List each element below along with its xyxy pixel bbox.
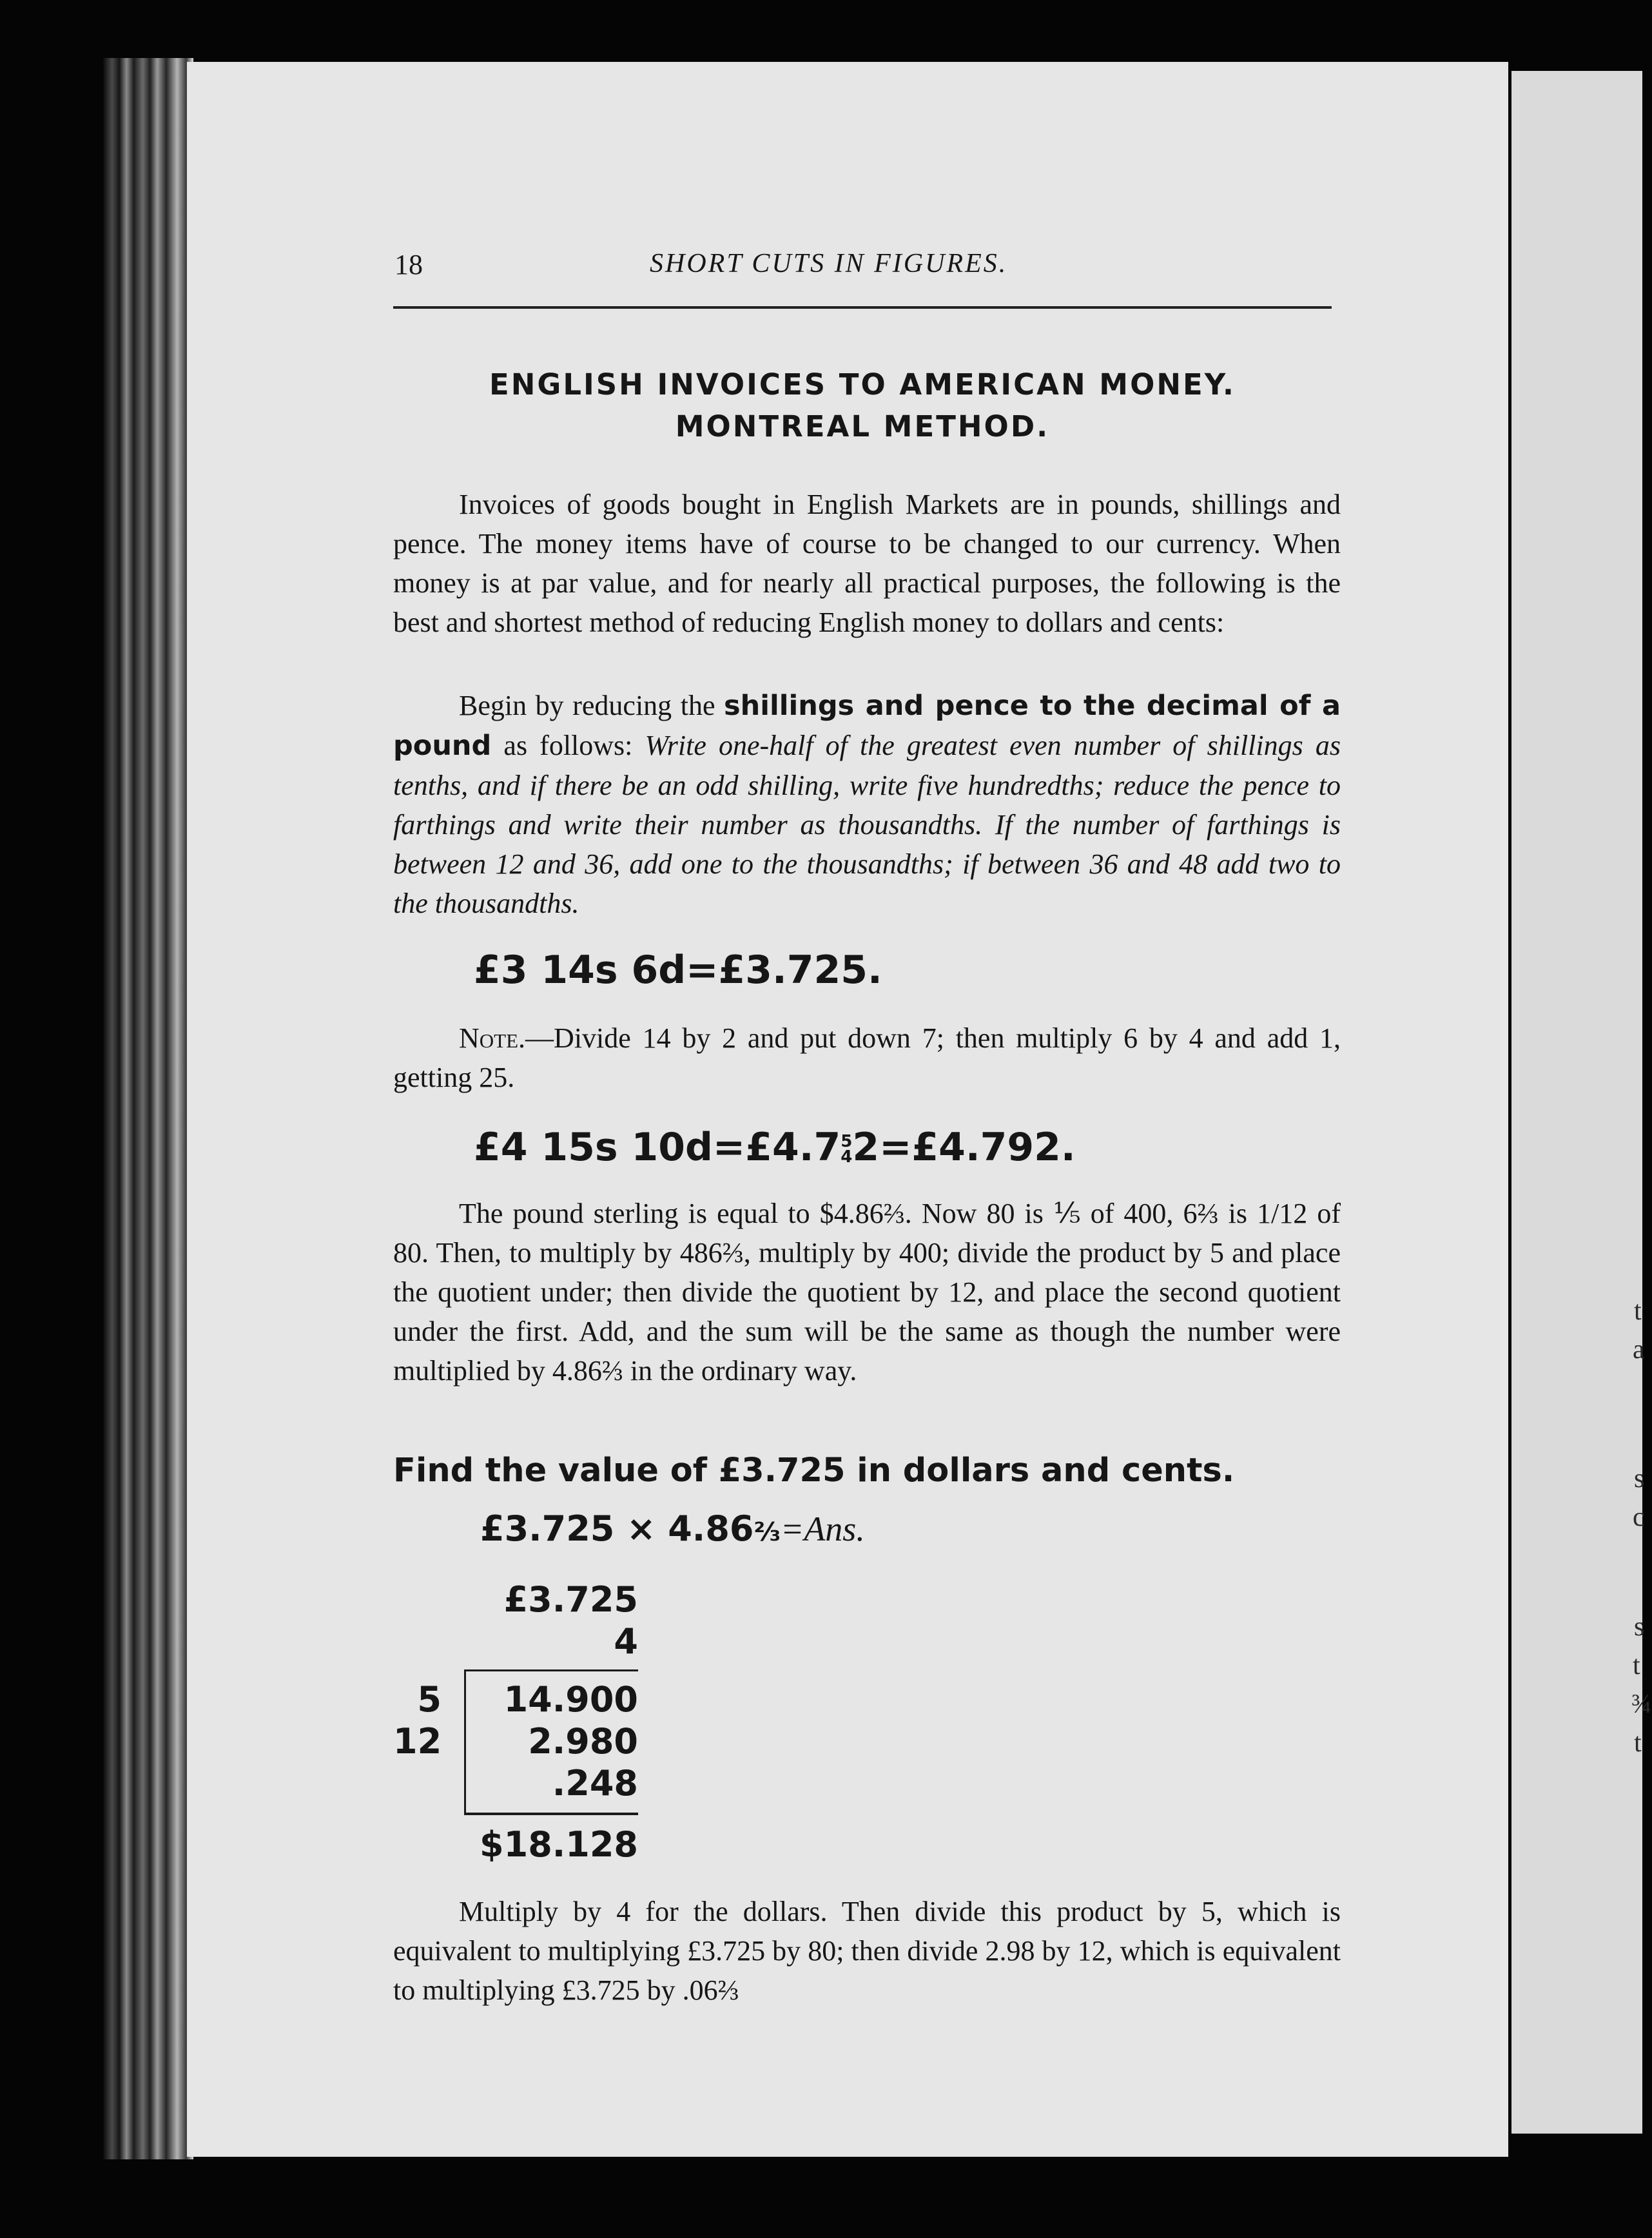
note-paragraph — [393, 1018, 1341, 1097]
problem-equation — [480, 1508, 865, 1549]
intro-paragraph — [393, 485, 1341, 642]
calc-top-rule — [464, 1669, 638, 1671]
facing-page-fragment: s — [1634, 1464, 1645, 1494]
rule-paragraph — [393, 686, 1341, 923]
page-number: 18 — [394, 249, 423, 280]
facing-page-fragment: t — [1633, 1651, 1640, 1680]
example2-main: £4 15s 10d=£4.7 — [474, 1125, 841, 1170]
book-spine-edge — [103, 58, 193, 2159]
example-formula-1: £3 14s 6d=£3.725. — [474, 948, 882, 993]
facing-page-edge — [1511, 71, 1652, 2134]
header-rule — [393, 306, 1332, 309]
example-formula-2 — [474, 1125, 1076, 1170]
calc-divisor-5: 5 — [417, 1679, 442, 1720]
section-subtitle: MONTREAL METHOD. — [675, 409, 1050, 443]
example2-fraction-denominator: 4 — [841, 1147, 853, 1167]
facing-page-fragment: a — [1633, 1335, 1645, 1365]
closing-text: Multiply by 4 for the dollars. Then divide this product by 5, which is equivalent to multiplying £3.725 by 80; then divide 2.98 by 12, which is equivalent to multiplying £3.725 by .06⅔ — [393, 1896, 1341, 2006]
calc-total: $18.128 — [480, 1824, 638, 1865]
calc-row: 14.900 — [503, 1679, 638, 1720]
example2-tail: 2=£4.792. — [852, 1125, 1076, 1170]
section-title: ENGLISH INVOICES TO AMERICAN MONEY. — [489, 367, 1236, 402]
running-head: SHORT CUTS IN FIGURES. — [650, 249, 1008, 278]
closing-paragraph — [393, 1892, 1341, 2010]
rule-mid-text: as follows: — [491, 730, 645, 761]
calc-row: 2.980 — [528, 1721, 638, 1762]
facing-page-fragment: c — [1633, 1503, 1645, 1532]
calc-multiplicand: £3.725 — [503, 1579, 638, 1620]
example2-fraction-numerator: 5 — [841, 1132, 853, 1152]
equation-answer: =Ans. — [780, 1510, 865, 1548]
note-label: Note. — [459, 1022, 526, 1054]
calc-multiplier: 4 — [614, 1621, 638, 1662]
facing-page-fragment: s — [1634, 1612, 1645, 1642]
equation-fraction: ⅔ — [753, 1517, 781, 1547]
facing-page-fragment: ¾ — [1631, 1689, 1652, 1719]
calc-sum-rule — [464, 1813, 638, 1815]
calc-divisor-12: 12 — [393, 1721, 442, 1762]
facing-page-fragment: t — [1634, 1728, 1642, 1758]
sterling-paragraph — [393, 1194, 1341, 1390]
note-text: —Divide 14 by 2 and put down 7; then multiply 6 by 4 and add 1, getting 25. — [393, 1022, 1341, 1093]
sterling-text: The pound sterling is equal to $4.86⅔. Now 80 is ⅕ of 400, 6⅔ is 1/12 of 80. Then, to multiply by 486⅔, multiply by 400; divide the product by 5 and place the quotient under; then divide the quotient by 12, and place the second quotient under the first. Add, and the sum will be the same as though the number were multiplied by 4.86⅔ in the ordinary way. — [393, 1198, 1341, 1387]
rule-italic-text: Write one-half of the greatest even number of shillings as tenths, and if there be an odd shilling, write five hundredths; reduce the pence to farthings and write their number as thousandths. If the number of farthings is between 12 and 36, add one to the thousandths; if between 36 and 48 add two to the thousandths. — [393, 730, 1341, 919]
intro-text: Invoices of goods bought in English Markets are in pounds, shillings and pence. The money items have of course to be changed to our currency. When money is at par value, and for nearly all practical purposes, the following is the best and shortest method of reducing English money to dollars and cents: — [393, 489, 1341, 638]
equation-main: £3.725 × 4.86 — [480, 1508, 754, 1549]
facing-page-fragment: t — [1634, 1296, 1642, 1326]
rule-lead-text: Begin by reducing the — [459, 690, 724, 721]
problem-title: Find the value of £3.725 in dollars and cents. — [393, 1452, 1235, 1490]
rule-bold-text: shillings and pence to the decimal of a pound — [393, 690, 1341, 762]
calc-row: .248 — [552, 1763, 638, 1804]
